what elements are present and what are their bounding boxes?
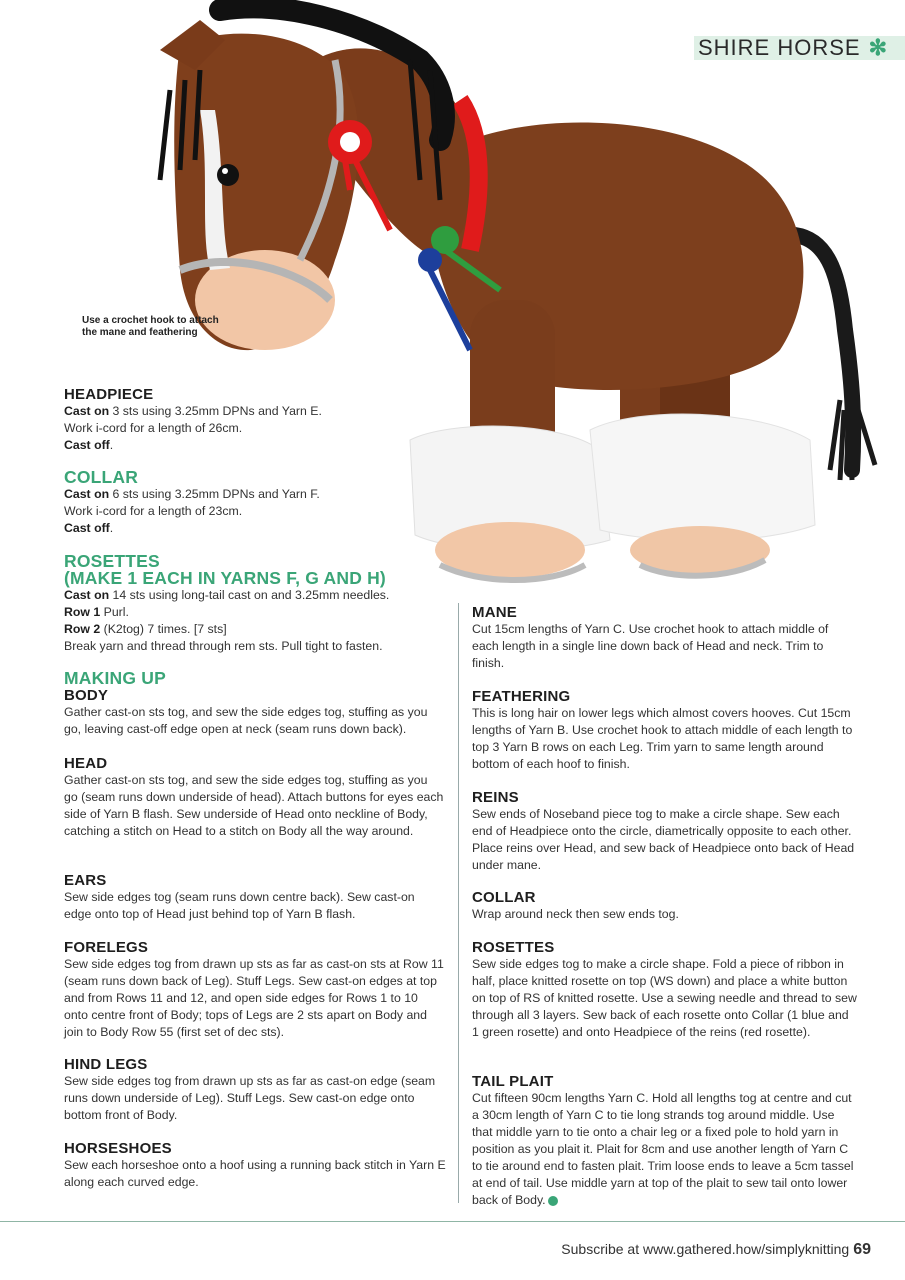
ears-text: Sew side edges tog (seam runs down centre back). Sew cast-on edge onto top of Head just behind top of Yarn B flash. — [64, 890, 415, 921]
instruction-line: Break yarn and thread through rem sts. Pull tight to fasten. — [64, 639, 383, 653]
hind-legs-text: Sew side edges tog from drawn up sts as far as cast-on edge (seam runs down underside of Leg). Stuff Legs. Sew cast-on edge onto bottom front of Body. — [64, 1074, 436, 1122]
forelegs-text: Sew side edges tog from drawn up sts as far as cast-on sts at Row 11 (seam runs down back of Leg). Stuff Legs. Sew cast-on edges at top and from Rows 11 and 12, and open side edges for Rows 1 to 10 onto centre front of Body; tops of Legs are 2 sts apart on Body and join to Body Row 55 (first set of dec sts). — [64, 957, 444, 1039]
collar-making-section — [472, 889, 857, 923]
instruction-line: Row 2 (K2tog) 7 times. [7 sts] — [64, 622, 227, 636]
headpiece-heading: HEADPIECE — [64, 386, 154, 403]
horseshoes-section — [64, 1140, 449, 1191]
horseshoes-text: Sew each horseshoe onto a hoof using a running back stitch in Yarn E along each curved edge. — [64, 1158, 446, 1189]
instruction-line: Cast on 6 sts using 3.25mm DPNs and Yarn F. — [64, 487, 320, 501]
ears-section — [64, 872, 444, 923]
body-heading: BODY — [64, 687, 109, 704]
hind-legs-heading: HIND LEGS — [64, 1056, 148, 1073]
photo-caption — [82, 315, 222, 339]
instruction-line: Cast off. — [64, 521, 114, 535]
forelegs-heading: FORELEGS — [64, 939, 149, 956]
headpiece-section — [64, 386, 444, 454]
subscribe-link[interactable]: Subscribe at www.gathered.how/simplyknitting — [561, 1241, 850, 1257]
feathering-section — [472, 688, 857, 773]
rosettes-making-section — [472, 939, 857, 1041]
section-title: SHIRE HORSE — [698, 35, 861, 60]
collar-making-heading: COLLAR — [472, 889, 536, 906]
reins-section — [472, 789, 857, 874]
instruction-line: Cast off. — [64, 438, 114, 452]
head-text: Gather cast-on sts tog, and sew the side edges tog, stuffing as you go (seam runs down underside of head). Attach buttons for eyes each side of Yarn B flash. Sew underside of Head onto neckline of Body, catching a stitch on Head to a stitch on Body all the way around. — [64, 773, 444, 838]
instruction-line: Cast on 14 sts using long-tail cast on and 3.25mm needles. — [64, 588, 390, 602]
footer-rule — [0, 1221, 905, 1222]
reins-heading: REINS — [472, 789, 519, 806]
making-up-section — [64, 670, 444, 738]
mane-heading: MANE — [472, 604, 517, 621]
head-section — [64, 755, 444, 840]
footer — [561, 1241, 871, 1259]
rosettes-making-text: Sew side edges tog to make a circle shape. Fold a piece of ribbon in half, place knitted rosette on top (WS down) and place a white button on top of RS of knitted rosette. Use a sewing needle and thread to sew through all 3 layers. Sew back of each rosette onto Collar (1 blue and 1 green rosette) and onto Headpiece of the reins (red rosette). — [472, 957, 857, 1039]
making-up-heading: MAKING UP — [64, 668, 166, 688]
horseshoes-heading: HORSESHOES — [64, 1140, 172, 1157]
tail-plait-section — [472, 1073, 857, 1209]
rosettes-subheading: (MAKE 1 EACH IN YARNS F, G AND H) — [64, 568, 386, 588]
forelegs-section — [64, 939, 444, 1041]
body-text: Gather cast-on sts tog, and sew the side edges tog, stuffing as you go, leaving cast-off edge open at neck (seam runs down back). — [64, 705, 428, 736]
page-number: 69 — [853, 1241, 871, 1258]
instruction-line: Work i-cord for a length of 23cm. — [64, 504, 243, 518]
hind-legs-section — [64, 1056, 444, 1124]
end-mark-icon — [548, 1196, 558, 1206]
instruction-line: Row 1 Purl. — [64, 605, 129, 619]
collar-section — [64, 469, 444, 537]
instruction-line: Work i-cord for a length of 26cm. — [64, 421, 243, 435]
collar-heading: COLLAR — [64, 467, 139, 487]
collar-making-text: Wrap around neck then sew ends tog. — [472, 907, 679, 921]
column-divider — [458, 603, 459, 1203]
tail-plait-text: Cut fifteen 90cm lengths Yarn C. Hold all lengths tog at centre and cut a 30cm length of Yarn C to tie long strands tog around middle. Use that middle yarn to tie onto a chair leg or a fixed pole to hold yarn in position as you plait it. Plait for 8cm and use another length of Yarn C to tie around end to fasten plait. Trim loose ends to leave a 5cm tassel at end of tail. Use middle yarn at top of the plait to sew tail onto lower back of Body. — [472, 1091, 854, 1207]
feathering-heading: FEATHERING — [472, 688, 571, 705]
flower-star-icon: ✻ — [868, 35, 888, 60]
reins-text: Sew ends of Noseband piece tog to make a circle shape. Sew each end of Headpiece onto the circle, diametrically opposite to each other. Place reins over Head, and sew back of Headpiece onto back of Head under mane. — [472, 807, 855, 872]
rosettes-heading: ROSETTES — [64, 551, 160, 571]
rosettes-making-heading: ROSETTES — [472, 939, 555, 956]
feathering-text: This is long hair on lower legs which almost covers hooves. Cut 15cm lengths of Yarn B. Use crochet hook to attach middle of each length to top 3 Yarn B rows on each Leg. Trim yarn to same length around bottom of each hoof to finish. — [472, 706, 853, 771]
mane-section — [472, 604, 857, 672]
instruction-line: Cast on 3 sts using 3.25mm DPNs and Yarn E. — [64, 404, 322, 418]
head-heading: HEAD — [64, 755, 108, 772]
mane-text: Cut 15cm lengths of Yarn C. Use crochet hook to attach middle of each length in a single line down back of Head and neck. Trim to finish. — [472, 622, 829, 670]
tail-plait-heading: TAIL PLAIT — [472, 1073, 554, 1090]
caption-line: Use a crochet hook to attach — [82, 315, 219, 326]
rosettes-knit-section — [64, 553, 449, 655]
caption-line: the mane and feathering — [82, 327, 198, 338]
ears-heading: EARS — [64, 872, 107, 889]
